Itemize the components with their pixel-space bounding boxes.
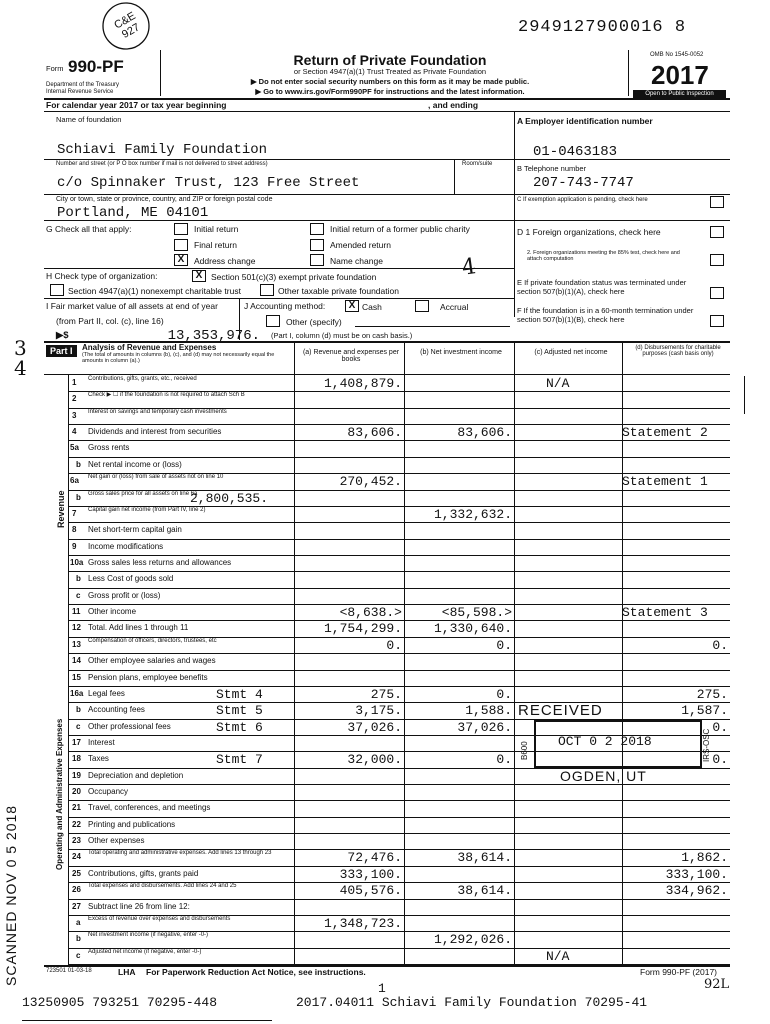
row-label: Capital gain net income (from Part IV, line 2) (88, 506, 206, 513)
row-label: Net gain or (loss) from sale of assets not on line 10 (88, 474, 224, 481)
irs-text: Internal Revenue Service (46, 89, 114, 95)
row-label: Other employee salaries and wages (88, 656, 216, 666)
footer-code: 723501 01-03-18 (46, 968, 92, 974)
c-checkbox[interactable] (710, 196, 724, 208)
c3-label: Section 501(c)(3) exempt private foundation (211, 272, 377, 282)
row-number: b (76, 459, 81, 469)
footer-form: Form 990-PF (2017) (640, 967, 717, 977)
row-divider (68, 522, 730, 523)
row-number: 1 (72, 378, 77, 387)
d1-label: D 1 Foreign organizations, check here (517, 227, 661, 237)
other-taxable-label: Other taxable private foundation (278, 286, 399, 296)
d1-checkbox[interactable] (710, 226, 724, 238)
row-label: Net investment income (if negative, enter -0-) (88, 932, 209, 939)
h-label: H Check type of organization: (46, 271, 158, 281)
accrual-checkbox[interactable] (415, 300, 429, 312)
cell-col-c: N/A (546, 948, 570, 964)
phone-label: B Telephone number (517, 164, 587, 173)
j-note: (Part I, column (d) must be on cash basis.) (271, 331, 413, 340)
cell-col-a: 333,100. (339, 866, 402, 882)
c-label: C If exemption application is pending, check here (517, 197, 648, 203)
row-divider (68, 653, 730, 654)
row-label: Total. Add lines 1 through 11 (88, 623, 189, 633)
row-label: Income modifications (88, 541, 164, 551)
name-change-label: Name change (330, 256, 383, 266)
received-stamp-code-right: IRS-OSC (702, 728, 711, 762)
row-label: Less Cost of goods sold (88, 574, 174, 584)
cell-col-b: 1,332,632. (433, 506, 512, 522)
cell-col-a: 83,606. (347, 425, 402, 441)
cell-col-c: N/A (546, 376, 570, 391)
row-label: Accounting fees (88, 705, 145, 715)
amended-return-checkbox[interactable] (310, 239, 324, 251)
cell-col-b: 38,614. (457, 883, 512, 899)
row-label: Interest on savings and temporary cash investments (88, 408, 227, 415)
row-number: c (76, 590, 81, 600)
statement-ref: Stmt 6 (216, 719, 263, 735)
department-text: Department of the Treasury (46, 82, 120, 88)
row-number: 22 (72, 819, 81, 829)
ending-label: , and ending (428, 100, 479, 110)
row-number: 4 (72, 427, 77, 437)
col-c-header: (c) Adjusted net income (534, 349, 608, 356)
row-divider (68, 440, 730, 441)
row-label: Depreciation and depletion (88, 770, 184, 780)
row-label: Other professional fees (88, 721, 171, 731)
statement-ref: Stmt 7 (216, 752, 263, 768)
row-label: Pension plans, employee benefits (88, 672, 208, 682)
row-number: 23 (72, 836, 81, 846)
row-label: Occupancy (88, 787, 129, 797)
cell-col-d: 0. (712, 719, 728, 735)
received-stamp (514, 702, 722, 792)
ssn-warning: ▶ Do not enter social security numbers on this form as it may be made public. (250, 77, 530, 86)
final-return-label: Final return (194, 240, 237, 250)
street-address: c/o Spinnaker Trust, 123 Free Street (57, 175, 360, 191)
row-divider (68, 571, 730, 572)
name-change-checkbox[interactable] (310, 254, 324, 266)
col-d-header: (d) Disbursements for charitable purposes (cash basis only) (635, 345, 721, 357)
g-label: G Check all that apply: (46, 224, 132, 234)
i-dollar: ▶$ (56, 330, 69, 341)
row-label: Compensation of officers, directors, trustees, etc (88, 637, 217, 644)
row-number: 14 (72, 656, 81, 666)
row-label: Net rental income or (loss) (88, 459, 182, 469)
margin-handwriting: 3 4 (14, 336, 27, 380)
f-label: F If the foundation is in a 60-month termination under section 507(b)(1)(B), check here (517, 306, 694, 324)
cell-col-a: <8,638.> (339, 605, 402, 621)
row-number: 26 (72, 885, 81, 895)
row-number: 24 (72, 852, 81, 862)
row-number: 27 (72, 901, 81, 911)
row-number: 18 (72, 754, 81, 764)
scanned-stamp: SCANNED NOV 0 5 2018 (3, 804, 19, 986)
cell-col-a: 32,000. (347, 752, 402, 768)
cell-col-a: 405,576. (339, 883, 402, 899)
document-locator-number: 2949127900016 8 (518, 18, 687, 37)
form-subtitle: or Section 4947(a)(1) Trust Treated as Private Foundation (293, 67, 487, 76)
name-label: Name of foundation (56, 115, 122, 124)
handwritten-number: 92L (704, 977, 730, 992)
col-b-header: (b) Net investment income (420, 349, 502, 356)
row-number: 5a (70, 443, 79, 453)
cell-col-d: 275. (696, 686, 728, 702)
part-title: Analysis of Revenue and Expenses (82, 343, 217, 352)
calendar-year-label: For calendar year 2017 or tax year beginning (46, 100, 227, 110)
cell-col-d: 0. (712, 752, 728, 768)
row-number: 19 (72, 770, 81, 780)
row-number: 8 (72, 525, 77, 535)
margin-bracket (744, 376, 751, 414)
initial-former-label: Initial return of a former public charity (330, 224, 470, 234)
cell-col-a: 1,408,879. (323, 376, 402, 391)
circle-stamp-text: C&E 927 (112, 9, 142, 41)
part-tag: Part I (46, 345, 77, 357)
row-number: 15 (72, 672, 81, 682)
cell-col-a: 72,476. (347, 850, 402, 866)
received-stamp-code-left: B600 (520, 741, 529, 760)
gross-sales-amount: 2,800,535. (190, 490, 269, 506)
tax-year: 2017 (651, 60, 709, 90)
row-number: 12 (72, 623, 81, 633)
row-number: b (76, 705, 81, 715)
row-number: 6a (70, 476, 79, 486)
row-label: Gross rents (88, 443, 130, 453)
open-inspection-badge: Open to Public Inspection (633, 90, 726, 98)
row-number: b (76, 492, 81, 502)
row-number: b (76, 934, 81, 944)
row-divider (68, 670, 730, 671)
row-label: Contributions, gifts, grants paid (88, 868, 199, 878)
d2-label: 2. Foreign organizations meeting the 85% test, check here and attach computation (527, 250, 680, 262)
row-label: Travel, conferences, and meetings (88, 803, 211, 813)
row-number: a (76, 917, 81, 927)
cell-col-a: 0. (386, 637, 402, 653)
cell-col-a: 3,175. (355, 703, 402, 719)
cell-col-b: 0. (496, 752, 512, 768)
row-label: Printing and publications (88, 819, 176, 829)
row-label: Gross sales less returns and allowances (88, 557, 232, 567)
footer-line-left: 13250905 793251 70295-448 (22, 995, 218, 1010)
cell-col-a: 37,026. (347, 719, 402, 735)
row-label: Net short-term capital gain (88, 525, 182, 535)
cell-col-a: 1,754,299. (323, 621, 402, 637)
fmv-amount: 13,353,976. (167, 328, 260, 344)
cell-col-d: 0. (712, 637, 728, 653)
row-label: Total operating and administrative expenses. Add lines 13 through 23 (88, 850, 272, 857)
cell-col-d: 1,587. (681, 703, 728, 719)
row-label: Subtract line 26 from line 12: (88, 901, 190, 911)
cash-label: Cash (362, 302, 382, 312)
i-label-2: (from Part II, col. (c), line 16) (56, 316, 164, 326)
address-change-label: Address change (194, 256, 256, 266)
row-divider (68, 588, 730, 589)
received-stamp-city: OGDEN, UT (560, 768, 647, 784)
form-number: 990-PF (68, 57, 124, 76)
row-number: 9 (72, 541, 77, 551)
expenses-side-label: Operating and Administrative Expenses (55, 718, 64, 870)
cell-col-b: 0. (496, 686, 512, 702)
cell-col-b: 1,292,026. (433, 932, 512, 948)
cell-col-d: Statement 2 (622, 425, 708, 441)
row-number: 2 (72, 394, 77, 404)
cell-col-d: 1,862. (681, 850, 728, 866)
i-label: I Fair market value of all assets at end of year (46, 301, 218, 311)
row-label: Check ▶ ☐ if the foundation is not required to attach Sch B (88, 392, 245, 399)
cell-col-a: 1,348,723. (323, 915, 402, 931)
cell-col-b: 83,606. (457, 425, 512, 441)
cell-col-b: 38,614. (457, 850, 512, 866)
street-label: Number and street (or P O box number if mail is not delivered to street address) (56, 161, 268, 167)
handwritten-mark: 4 (460, 254, 478, 281)
other-taxable-checkbox[interactable] (260, 284, 274, 296)
form-prefix: Form (46, 64, 64, 73)
cell-col-d: Statement 3 (622, 605, 708, 621)
row-number: 25 (72, 868, 81, 878)
trust-checkbox[interactable] (50, 284, 64, 296)
accrual-label: Accrual (440, 302, 469, 312)
statement-ref: Stmt 5 (216, 703, 263, 719)
row-label: Total expenses and disbursements. Add lines 24 and 25 (88, 883, 237, 890)
statement-ref: Stmt 4 (216, 686, 263, 702)
initial-former-checkbox[interactable] (310, 223, 324, 235)
other-method-label: Other (specify) (286, 317, 342, 327)
row-label: Other expenses (88, 836, 145, 846)
foundation-name: Schiavi Family Foundation (57, 142, 268, 158)
footer-notice: For Paperwork Reduction Act Notice, see instructions. (146, 967, 366, 977)
received-stamp-date: OCT 0 2 2018 (558, 734, 652, 749)
row-divider (68, 800, 730, 801)
cell-col-b: <85,598.> (441, 605, 512, 621)
row-number: 10a (70, 557, 84, 567)
row-label: Adjusted net income (if negative, enter -0-) (88, 948, 202, 955)
footer-line-right: 2017.04011 Schiavi Family Foundation 70295-41 (296, 995, 648, 1010)
row-number: 20 (72, 787, 81, 797)
footer-lha: LHA (118, 967, 136, 977)
c3-checkbox[interactable]: X (192, 270, 206, 282)
cell-col-b: 37,026. (457, 719, 512, 735)
row-number: 16a (70, 688, 84, 698)
omb-number: OMB No 1545-0052 (650, 52, 704, 58)
form-title: Return of Private Foundation (293, 52, 487, 68)
received-stamp-title: RECEIVED (518, 702, 603, 719)
city-label: City or town, state or province, country, and ZIP or foreign postal code (56, 196, 273, 203)
row-divider (68, 833, 730, 834)
row-label: Legal fees (88, 688, 125, 698)
ein-label: A Employer identification number (517, 116, 653, 126)
e-label: E If private foundation status was terminated under section 507(b)(1)(A), check here (517, 278, 687, 296)
row-number: 7 (72, 508, 77, 518)
cell-col-b: 0. (496, 637, 512, 653)
row-number: b (76, 574, 81, 584)
row-divider (68, 555, 730, 556)
final-return-checkbox[interactable] (174, 239, 188, 251)
row-divider (68, 457, 730, 458)
ein-value: 01-0463183 (533, 144, 618, 160)
row-number: c (76, 721, 81, 731)
row-divider (68, 817, 730, 818)
page-number: 1 (378, 981, 386, 996)
e-checkbox[interactable] (710, 287, 724, 299)
row-label: Interest (88, 737, 115, 747)
f-checkbox[interactable] (710, 315, 724, 327)
room-label: Room/suite (462, 161, 493, 167)
row-divider (68, 539, 730, 540)
part-description: (The total of amounts in columns (b), (c), and (d) may not necessarily equal the amounts in column (a).) (82, 352, 275, 364)
city-state-zip: Portland, ME 04101 (57, 205, 209, 221)
cell-col-b: 1,330,640. (433, 621, 512, 637)
cell-col-a: 275. (370, 686, 402, 702)
row-number: 11 (72, 607, 81, 617)
d2-checkbox[interactable] (710, 254, 724, 266)
initial-return-checkbox[interactable] (174, 223, 188, 235)
row-label: Contributions, gifts, grants, etc., received (88, 376, 197, 382)
row-number: c (76, 950, 81, 960)
address-change-checkbox[interactable]: X (174, 254, 188, 266)
row-number: 21 (72, 803, 81, 813)
revenue-side-label: Revenue (56, 490, 66, 528)
col-a-header: (a) Revenue and expenses per books (302, 349, 400, 363)
row-label: Taxes (88, 754, 109, 764)
row-number: 17 (72, 737, 81, 747)
cell-col-b: 1,588. (465, 703, 512, 719)
cell-col-a: 270,452. (339, 474, 402, 490)
cell-col-d: Statement 1 (622, 474, 708, 490)
row-divider (68, 899, 730, 900)
other-method-checkbox[interactable] (266, 315, 280, 327)
row-label: Other income (88, 607, 137, 617)
initial-return-label: Initial return (194, 224, 239, 234)
trust-label: Section 4947(a)(1) nonexempt charitable trust (68, 286, 241, 296)
row-label: Gross profit or (loss) (88, 590, 161, 600)
j-label: J Accounting method: (244, 301, 326, 311)
row-label: Gross sales price for all assets on line 6a (88, 490, 198, 497)
phone-value: 207-743-7747 (533, 175, 634, 191)
cell-col-d: 334,962. (665, 883, 728, 899)
row-number: 13 (72, 639, 81, 649)
cell-col-d: 333,100. (665, 866, 728, 882)
instructions-note: ▶ Go to www.irs.gov/Form990PF for instructions and the latest information. (255, 87, 525, 96)
amended-return-label: Amended return (330, 240, 391, 250)
row-number: 3 (72, 410, 77, 420)
row-label: Dividends and interest from securities (88, 427, 222, 437)
cash-checkbox[interactable]: X (345, 300, 359, 312)
row-label: Excess of revenue over expenses and disbursements (88, 915, 231, 922)
